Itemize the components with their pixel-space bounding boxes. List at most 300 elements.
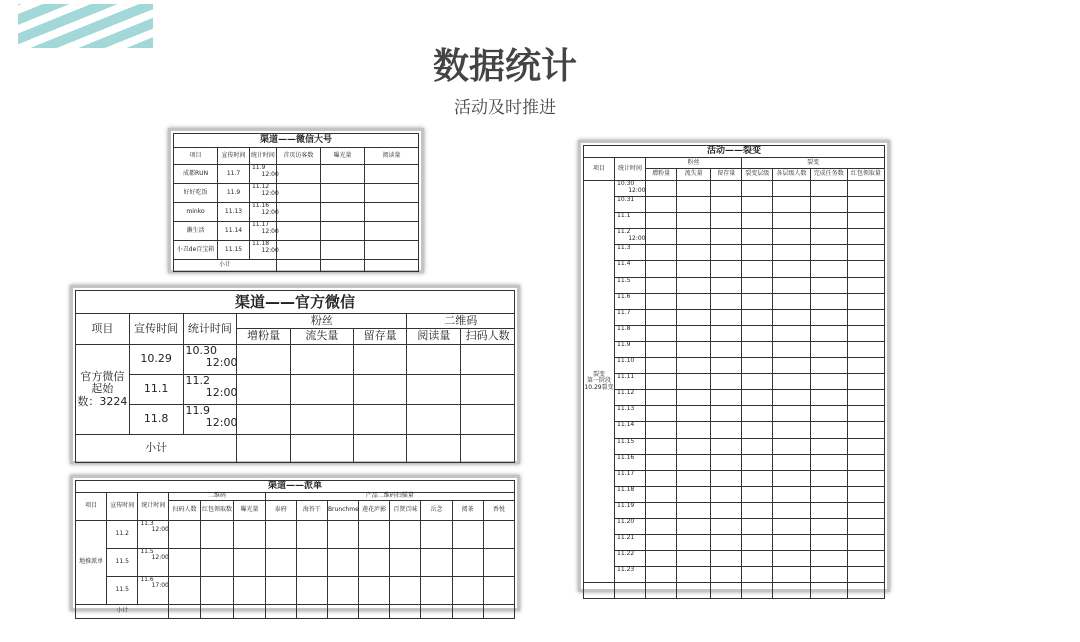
empty-cell[interactable] xyxy=(742,374,773,390)
empty-cell[interactable] xyxy=(677,261,711,277)
empty-cell[interactable] xyxy=(169,548,200,576)
empty-cell[interactable] xyxy=(265,604,296,618)
empty-cell[interactable] xyxy=(742,277,773,293)
empty-cell[interactable] xyxy=(353,375,407,405)
empty-cell[interactable] xyxy=(390,520,421,548)
empty-cell[interactable] xyxy=(237,345,291,375)
empty-cell[interactable] xyxy=(847,261,884,277)
empty-cell[interactable] xyxy=(773,486,810,502)
empty-cell[interactable] xyxy=(320,203,364,222)
empty-cell[interactable] xyxy=(237,375,291,405)
empty-cell[interactable] xyxy=(773,213,810,229)
empty-cell[interactable] xyxy=(711,551,742,567)
empty-cell[interactable] xyxy=(320,165,364,184)
empty-cell[interactable] xyxy=(677,245,711,261)
empty-cell[interactable] xyxy=(810,454,847,470)
publish-time-cell: 11.15 xyxy=(218,241,250,260)
stat-date: 11.18 xyxy=(617,485,635,493)
empty-cell[interactable] xyxy=(847,293,884,309)
empty-cell[interactable] xyxy=(711,406,742,422)
empty-cell[interactable] xyxy=(773,567,810,583)
empty-cell[interactable] xyxy=(773,438,810,454)
stat-time-cell xyxy=(183,345,237,375)
empty-cell[interactable] xyxy=(847,551,884,567)
empty-cell[interactable] xyxy=(646,567,677,583)
empty-cell[interactable] xyxy=(677,277,711,293)
empty-cell[interactable] xyxy=(359,576,390,604)
empty-cell[interactable] xyxy=(773,245,810,261)
empty-cell[interactable] xyxy=(276,260,320,272)
empty-cell[interactable] xyxy=(847,535,884,551)
stat-date: 11.9 xyxy=(185,404,210,417)
empty-cell[interactable] xyxy=(742,213,773,229)
empty-cell[interactable] xyxy=(742,535,773,551)
empty-cell[interactable] xyxy=(677,454,711,470)
empty-cell[interactable] xyxy=(711,261,742,277)
empty-cell[interactable] xyxy=(711,470,742,486)
empty-cell[interactable] xyxy=(646,535,677,551)
empty-cell[interactable] xyxy=(646,293,677,309)
empty-cell[interactable] xyxy=(742,454,773,470)
empty-cell[interactable] xyxy=(711,325,742,341)
empty-cell[interactable] xyxy=(847,325,884,341)
empty-cell[interactable] xyxy=(847,374,884,390)
empty-cell[interactable] xyxy=(646,181,677,197)
empty-cell[interactable] xyxy=(296,548,327,576)
empty-cell[interactable] xyxy=(742,583,773,599)
empty-cell[interactable] xyxy=(711,486,742,502)
table-row xyxy=(584,309,885,325)
empty-cell[interactable] xyxy=(359,520,390,548)
empty-cell[interactable] xyxy=(461,375,515,405)
empty-cell[interactable] xyxy=(711,277,742,293)
empty-cell[interactable] xyxy=(483,520,514,548)
empty-cell[interactable] xyxy=(677,422,711,438)
empty-cell[interactable] xyxy=(773,309,810,325)
empty-cell[interactable] xyxy=(677,293,711,309)
empty-cell[interactable] xyxy=(711,535,742,551)
empty-cell[interactable] xyxy=(773,197,810,213)
empty-cell[interactable] xyxy=(742,390,773,406)
empty-cell[interactable] xyxy=(742,261,773,277)
empty-cell[interactable] xyxy=(169,576,200,604)
empty-cell[interactable] xyxy=(584,583,615,599)
empty-cell[interactable] xyxy=(353,345,407,375)
empty-cell[interactable] xyxy=(646,583,677,599)
empty-cell[interactable] xyxy=(646,438,677,454)
publish-time-cell: 11.13 xyxy=(218,203,250,222)
empty-cell[interactable] xyxy=(291,405,354,435)
empty-cell[interactable] xyxy=(646,374,677,390)
empty-cell[interactable] xyxy=(646,406,677,422)
empty-cell[interactable] xyxy=(847,518,884,534)
empty-cell[interactable] xyxy=(742,181,773,197)
empty-cell[interactable] xyxy=(847,358,884,374)
empty-cell[interactable] xyxy=(407,435,461,463)
empty-cell[interactable] xyxy=(646,518,677,534)
empty-cell[interactable] xyxy=(646,277,677,293)
empty-cell[interactable] xyxy=(390,548,421,576)
empty-cell[interactable] xyxy=(711,341,742,357)
column-header: 首页访客数 xyxy=(276,148,320,165)
empty-cell[interactable] xyxy=(742,567,773,583)
empty-cell[interactable] xyxy=(200,604,234,618)
table-title: 活动——裂变 xyxy=(584,146,885,158)
empty-cell[interactable] xyxy=(847,181,884,197)
empty-cell[interactable] xyxy=(810,229,847,245)
empty-cell[interactable] xyxy=(265,576,296,604)
item-cell: 地推派单 xyxy=(76,520,107,604)
stat-date: 11.17 xyxy=(251,221,270,228)
empty-cell[interactable] xyxy=(711,197,742,213)
empty-cell[interactable] xyxy=(773,341,810,357)
empty-cell[interactable] xyxy=(847,502,884,518)
empty-cell[interactable] xyxy=(847,277,884,293)
empty-cell[interactable] xyxy=(847,245,884,261)
empty-cell[interactable] xyxy=(646,422,677,438)
empty-cell[interactable] xyxy=(646,245,677,261)
empty-cell[interactable] xyxy=(742,358,773,374)
empty-cell[interactable] xyxy=(407,405,461,435)
empty-cell[interactable] xyxy=(421,604,452,618)
empty-cell[interactable] xyxy=(365,184,419,203)
empty-cell[interactable] xyxy=(810,261,847,277)
publish-time-cell: 11.1 xyxy=(129,375,183,405)
table-row xyxy=(174,260,419,272)
empty-cell[interactable] xyxy=(810,518,847,534)
stat-time-cell xyxy=(249,240,279,260)
empty-cell[interactable] xyxy=(646,213,677,229)
empty-cell[interactable] xyxy=(773,454,810,470)
empty-cell[interactable] xyxy=(847,406,884,422)
empty-cell[interactable] xyxy=(646,358,677,374)
empty-cell[interactable] xyxy=(200,576,234,604)
empty-cell[interactable] xyxy=(646,551,677,567)
stat-date: 11.15 xyxy=(617,437,635,445)
empty-cell[interactable] xyxy=(276,241,320,260)
empty-cell[interactable] xyxy=(810,325,847,341)
empty-cell[interactable] xyxy=(365,260,419,272)
stat-date: 11.6 xyxy=(140,575,154,583)
empty-cell[interactable] xyxy=(615,583,646,599)
empty-cell[interactable] xyxy=(407,345,461,375)
empty-cell[interactable] xyxy=(169,604,200,618)
empty-cell[interactable] xyxy=(847,390,884,406)
empty-cell[interactable] xyxy=(810,438,847,454)
empty-cell[interactable] xyxy=(773,470,810,486)
empty-cell[interactable] xyxy=(646,197,677,213)
empty-cell[interactable] xyxy=(773,518,810,534)
column-header: 流失量 xyxy=(677,169,711,181)
empty-cell[interactable] xyxy=(365,241,419,260)
empty-cell[interactable] xyxy=(773,390,810,406)
empty-cell[interactable] xyxy=(711,309,742,325)
empty-cell[interactable] xyxy=(646,325,677,341)
empty-cell[interactable] xyxy=(711,438,742,454)
empty-cell[interactable] xyxy=(265,520,296,548)
empty-cell[interactable] xyxy=(711,502,742,518)
empty-cell[interactable] xyxy=(276,184,320,203)
empty-cell[interactable] xyxy=(810,277,847,293)
empty-cell[interactable] xyxy=(711,422,742,438)
empty-cell[interactable] xyxy=(320,222,364,241)
empty-cell[interactable] xyxy=(742,438,773,454)
empty-cell[interactable] xyxy=(773,535,810,551)
empty-cell[interactable] xyxy=(677,438,711,454)
empty-cell[interactable] xyxy=(711,245,742,261)
empty-cell[interactable] xyxy=(810,567,847,583)
subtotal-label: 小计 xyxy=(76,435,237,463)
empty-cell[interactable] xyxy=(773,293,810,309)
empty-cell[interactable] xyxy=(359,548,390,576)
stat-time-cell xyxy=(615,358,646,374)
empty-cell[interactable] xyxy=(677,358,711,374)
table-row xyxy=(584,146,885,158)
empty-cell[interactable] xyxy=(677,551,711,567)
empty-cell[interactable] xyxy=(847,229,884,245)
empty-cell[interactable] xyxy=(320,260,364,272)
column-header: 宣传时间 xyxy=(129,314,183,345)
empty-cell[interactable] xyxy=(742,293,773,309)
empty-cell[interactable] xyxy=(320,184,364,203)
empty-cell[interactable] xyxy=(452,604,483,618)
empty-cell[interactable] xyxy=(276,165,320,184)
column-header: 裂变层级 xyxy=(742,169,773,181)
stat-hour: 12:00 xyxy=(261,227,279,235)
empty-cell[interactable] xyxy=(677,309,711,325)
empty-cell[interactable] xyxy=(810,486,847,502)
empty-cell[interactable] xyxy=(773,358,810,374)
empty-cell[interactable] xyxy=(773,277,810,293)
empty-cell[interactable] xyxy=(365,222,419,241)
empty-cell[interactable] xyxy=(742,502,773,518)
empty-cell[interactable] xyxy=(646,309,677,325)
empty-cell[interactable] xyxy=(810,213,847,229)
empty-cell[interactable] xyxy=(742,309,773,325)
empty-cell[interactable] xyxy=(646,502,677,518)
empty-cell[interactable] xyxy=(742,422,773,438)
empty-cell[interactable] xyxy=(711,358,742,374)
empty-cell[interactable] xyxy=(234,576,265,604)
empty-cell[interactable] xyxy=(421,576,452,604)
empty-cell[interactable] xyxy=(773,374,810,390)
empty-cell[interactable] xyxy=(847,567,884,583)
empty-cell[interactable] xyxy=(353,435,407,463)
empty-cell[interactable] xyxy=(646,390,677,406)
empty-cell[interactable] xyxy=(773,261,810,277)
empty-cell[interactable] xyxy=(327,604,358,618)
empty-cell[interactable] xyxy=(296,604,327,618)
empty-cell[interactable] xyxy=(711,229,742,245)
table-row xyxy=(584,341,885,357)
empty-cell[interactable] xyxy=(773,325,810,341)
table-row xyxy=(584,277,885,293)
empty-cell[interactable] xyxy=(711,518,742,534)
empty-cell[interactable] xyxy=(677,502,711,518)
empty-cell[interactable] xyxy=(291,345,354,375)
empty-cell[interactable] xyxy=(169,520,200,548)
empty-cell[interactable] xyxy=(677,341,711,357)
empty-cell[interactable] xyxy=(742,470,773,486)
empty-cell[interactable] xyxy=(810,535,847,551)
empty-cell[interactable] xyxy=(742,229,773,245)
stat-date: 11.7 xyxy=(617,308,631,316)
empty-cell[interactable] xyxy=(483,604,514,618)
empty-cell[interactable] xyxy=(810,583,847,599)
stat-date: 11.22 xyxy=(617,550,635,558)
empty-cell[interactable] xyxy=(810,309,847,325)
empty-cell[interactable] xyxy=(327,548,358,576)
stat-date: 11.21 xyxy=(617,534,635,542)
empty-cell[interactable] xyxy=(810,181,847,197)
empty-cell[interactable] xyxy=(365,165,419,184)
empty-cell[interactable] xyxy=(365,203,419,222)
empty-cell[interactable] xyxy=(677,406,711,422)
empty-cell[interactable] xyxy=(711,293,742,309)
empty-cell[interactable] xyxy=(296,520,327,548)
empty-cell[interactable] xyxy=(452,520,483,548)
empty-cell[interactable] xyxy=(810,374,847,390)
table-row xyxy=(76,345,515,375)
empty-cell[interactable] xyxy=(291,435,354,463)
empty-cell[interactable] xyxy=(677,486,711,502)
empty-cell[interactable] xyxy=(773,229,810,245)
empty-cell[interactable] xyxy=(773,422,810,438)
empty-cell[interactable] xyxy=(711,181,742,197)
empty-cell[interactable] xyxy=(483,576,514,604)
empty-cell[interactable] xyxy=(773,406,810,422)
empty-cell[interactable] xyxy=(677,470,711,486)
empty-cell[interactable] xyxy=(200,520,234,548)
empty-cell[interactable] xyxy=(711,583,742,599)
empty-cell[interactable] xyxy=(646,454,677,470)
empty-cell[interactable] xyxy=(421,548,452,576)
empty-cell[interactable] xyxy=(773,502,810,518)
empty-cell[interactable] xyxy=(234,548,265,576)
empty-cell[interactable] xyxy=(237,435,291,463)
empty-cell[interactable] xyxy=(810,197,847,213)
stat-time-cell xyxy=(615,502,646,518)
empty-cell[interactable] xyxy=(847,438,884,454)
empty-cell[interactable] xyxy=(742,325,773,341)
empty-cell[interactable] xyxy=(407,375,461,405)
empty-cell[interactable] xyxy=(291,375,354,405)
empty-cell[interactable] xyxy=(742,197,773,213)
empty-cell[interactable] xyxy=(711,567,742,583)
empty-cell[interactable] xyxy=(677,374,711,390)
empty-cell[interactable] xyxy=(390,604,421,618)
empty-cell[interactable] xyxy=(461,405,515,435)
empty-cell[interactable] xyxy=(677,325,711,341)
empty-cell[interactable] xyxy=(461,345,515,375)
empty-cell[interactable] xyxy=(742,341,773,357)
empty-cell[interactable] xyxy=(810,470,847,486)
empty-cell[interactable] xyxy=(237,405,291,435)
empty-cell[interactable] xyxy=(773,181,810,197)
empty-cell[interactable] xyxy=(810,293,847,309)
empty-cell[interactable] xyxy=(711,213,742,229)
empty-cell[interactable] xyxy=(810,245,847,261)
empty-cell[interactable] xyxy=(200,548,234,576)
empty-cell[interactable] xyxy=(327,576,358,604)
table-row xyxy=(584,158,885,169)
empty-cell[interactable] xyxy=(847,422,884,438)
table-row xyxy=(584,374,885,390)
empty-cell[interactable] xyxy=(742,518,773,534)
empty-cell[interactable] xyxy=(234,520,265,548)
empty-cell[interactable] xyxy=(265,548,296,576)
empty-cell[interactable] xyxy=(810,422,847,438)
empty-cell[interactable] xyxy=(847,470,884,486)
empty-cell[interactable] xyxy=(773,583,810,599)
empty-cell[interactable] xyxy=(742,551,773,567)
empty-cell[interactable] xyxy=(742,245,773,261)
empty-cell[interactable] xyxy=(677,181,711,197)
empty-cell[interactable] xyxy=(646,261,677,277)
table-row xyxy=(584,470,885,486)
empty-cell[interactable] xyxy=(276,203,320,222)
empty-cell[interactable] xyxy=(711,454,742,470)
empty-cell[interactable] xyxy=(711,390,742,406)
empty-cell[interactable] xyxy=(421,520,452,548)
empty-cell[interactable] xyxy=(847,454,884,470)
empty-cell[interactable] xyxy=(847,309,884,325)
stat-date: 10.30 xyxy=(617,180,635,187)
empty-cell[interactable] xyxy=(646,341,677,357)
empty-cell[interactable] xyxy=(742,486,773,502)
empty-cell[interactable] xyxy=(677,583,711,599)
empty-cell[interactable] xyxy=(677,567,711,583)
empty-cell[interactable] xyxy=(810,502,847,518)
empty-cell[interactable] xyxy=(677,197,711,213)
empty-cell[interactable] xyxy=(711,374,742,390)
empty-cell[interactable] xyxy=(646,470,677,486)
empty-cell[interactable] xyxy=(390,576,421,604)
empty-cell[interactable] xyxy=(847,197,884,213)
empty-cell[interactable] xyxy=(646,486,677,502)
stat-time-cell xyxy=(615,390,646,406)
empty-cell[interactable] xyxy=(677,390,711,406)
empty-cell[interactable] xyxy=(810,390,847,406)
empty-cell[interactable] xyxy=(483,548,514,576)
empty-cell[interactable] xyxy=(810,358,847,374)
empty-cell[interactable] xyxy=(353,405,407,435)
empty-cell[interactable] xyxy=(452,548,483,576)
empty-cell[interactable] xyxy=(677,518,711,534)
empty-cell[interactable] xyxy=(810,406,847,422)
empty-cell[interactable] xyxy=(810,341,847,357)
empty-cell[interactable] xyxy=(296,576,327,604)
empty-cell[interactable] xyxy=(847,341,884,357)
empty-cell[interactable] xyxy=(452,576,483,604)
empty-cell[interactable] xyxy=(320,241,364,260)
empty-cell[interactable] xyxy=(327,520,358,548)
empty-cell[interactable] xyxy=(359,604,390,618)
empty-cell[interactable] xyxy=(742,406,773,422)
empty-cell[interactable] xyxy=(847,583,884,599)
empty-cell[interactable] xyxy=(677,535,711,551)
empty-cell[interactable] xyxy=(810,551,847,567)
empty-cell[interactable] xyxy=(646,229,677,245)
empty-cell[interactable] xyxy=(847,486,884,502)
empty-cell[interactable] xyxy=(276,222,320,241)
empty-cell[interactable] xyxy=(847,213,884,229)
empty-cell[interactable] xyxy=(461,435,515,463)
empty-cell[interactable] xyxy=(773,551,810,567)
empty-cell[interactable] xyxy=(234,604,265,618)
empty-cell[interactable] xyxy=(677,213,711,229)
empty-cell[interactable] xyxy=(677,229,711,245)
